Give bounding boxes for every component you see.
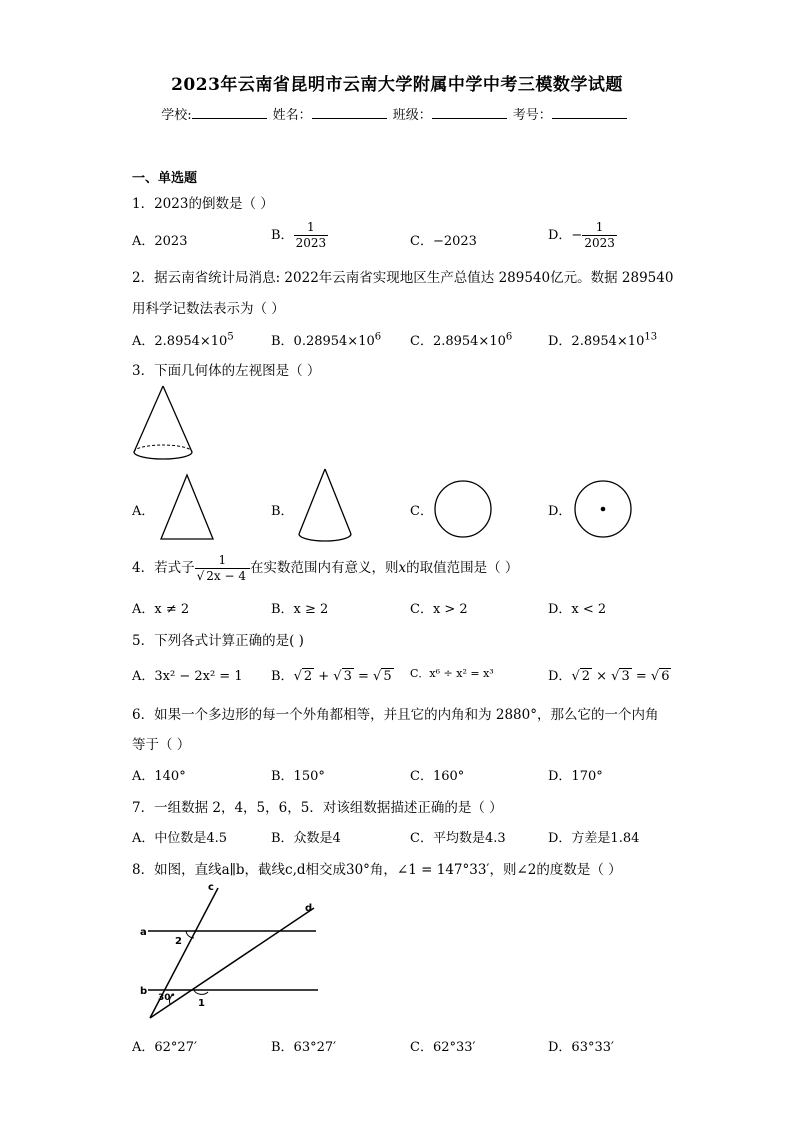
q7-option-b: B．众数是4 [271,831,341,846]
q4-option-c: C．x > 2 [410,602,468,617]
label-d: d [305,903,313,914]
q2-stem-line2: 用科学记数法表示为（ ） [132,301,285,317]
q5-b-prefix: B． [271,669,294,684]
q1-d-num: 1 [582,220,617,236]
q3-option-a-label: A． [132,504,155,519]
q5-b-r2: 3 [343,669,352,684]
q5-stem: 5．下列各式计算正确的是( ) [132,633,304,649]
q3-option-b-cone [294,466,356,548]
q2-a-base: A．2.8954×10 [132,334,228,349]
q3-option-d-circle-dot [572,478,634,540]
label-2: 2 [175,936,182,947]
q6-option-c: C．160° [410,769,465,784]
q5-option-a: A．3x² − 2x² = 1 [132,669,243,684]
q2-option-a [132,330,234,349]
number-label: 考号： [512,108,552,123]
q1-option-b [271,220,328,251]
q1-b-num: 1 [294,220,329,236]
q1-d-prefix: D．− [548,228,583,243]
label-a: a [140,927,147,938]
class-blank[interactable] [432,106,507,119]
q3-stem: 3．下面几何体的左视图是（ ） [132,363,321,379]
q1-option-c: C．−2023 [410,234,477,249]
number-blank[interactable] [552,106,627,119]
q4-stem-end: 的取值范围是（ ） [406,560,519,576]
q5-d-r1: 2 [581,669,591,684]
q8-option-a: A．62°27′ [132,1040,197,1055]
q1-stem: 1．2023的倒数是（ ） [132,196,274,212]
q8-option-b: B．63°27′ [271,1040,337,1055]
q1-option-a: A．2023 [132,234,188,249]
name-label: 姓名： [272,108,312,123]
q4-frac-num: 1 [195,553,250,569]
label-30: 30° [158,993,176,1003]
q2-b-exp: 6 [374,331,382,343]
q4-option-b: B．x ≥ 2 [271,602,329,617]
class-label: 班级： [392,108,432,123]
q5-d-prefix: D． [548,669,572,684]
q3-option-c-circle [432,478,494,540]
q7-option-a: A．中位数是4.5 [132,831,228,846]
q4-sqrt-sign: √ [196,569,205,583]
q2-d-base: D．2.8954×10 [548,334,645,349]
q4-frac-den: 2x − 4 [206,569,246,583]
q2-b-base: B．0.28954×10 [271,334,375,349]
q1-b-prefix: B． [271,228,294,243]
q7-stem: 7．一组数据 2，4，5，6，5．对该组数据描述正确的是（ ） [132,800,503,816]
q5-option-b: B．√ 2 + √ 3 = √ 5 [271,669,392,684]
q6-option-a: A．140° [132,769,186,784]
q5-b-r1: 2 [303,669,313,684]
student-info [0,104,794,123]
label-b: b [140,986,148,997]
name-blank[interactable] [312,106,387,119]
q4-option-d: D．x < 2 [548,602,607,617]
q2-option-c [410,330,512,349]
q2-c-exp: 6 [505,331,513,343]
label-1: 1 [198,998,205,1009]
q6-stem-line1: 6．如果一个多边形的每一个外角都相等，并且它的内角和为 2880°，那么它的一个内角 [132,707,659,723]
q7-option-d: D．方差是1.84 [548,831,640,846]
q1-option-d [548,220,617,251]
q3-option-b-label: B． [271,504,294,519]
q4-stem [132,553,518,584]
q4-stem-post: 在实数范围内有意义，则 [249,560,399,576]
q2-stem-line1: 2．据云南省统计局消息: 2022年云南省实现地区生产总值达 289540亿元。数据 289540 [132,270,674,286]
q6-stem-line2: 等于（ ） [132,737,191,753]
q1-d-den: 2023 [584,236,615,250]
q3-option-c-label: C． [410,504,433,519]
q5-option-c: C．x⁶ ÷ x² = x³ [410,667,494,680]
q8-option-c: C．62°33′ [410,1040,476,1055]
q2-option-d [548,330,657,349]
q2-option-b [271,330,381,349]
page-title: 2023年云南省昆明市云南大学附属中学中考三模数学试题 [171,75,623,95]
school-label: 学校: [161,108,192,123]
q8-figure [134,880,324,1025]
q5-b-r3: 5 [383,669,392,684]
q6-option-d: D．170° [548,769,603,784]
section-heading: 一、单选题 [132,171,198,186]
q3-cone-figure [128,382,200,464]
q2-a-exp: 5 [227,331,234,343]
q2-d-exp: 13 [644,331,658,343]
q5-d-r2: 3 [621,669,630,684]
q4-option-a: A．x ≠ 2 [132,602,190,617]
q7-option-c: C．平均数是4.3 [410,831,506,846]
q8-stem: 8．如图，直线a∥b，截线c,d相交成30°角，∠1 = 147°33′，则∠2的度数是（ ） [132,862,622,878]
q3-option-a-triangle [158,472,218,544]
q5-d-r3: 6 [661,669,670,684]
q8-option-d: D．63°33′ [548,1040,614,1055]
q4-stem-pre: 4．若式子 [132,560,195,576]
q2-c-base: C．2.8954×10 [410,334,506,349]
label-c: c [208,882,214,893]
school-blank[interactable] [192,106,267,119]
q1-b-den: 2023 [295,236,327,250]
q5-option-d: D．√ 2 × √ 3 = √ 6 [548,669,670,684]
q6-option-b: B．150° [271,769,325,784]
q3-option-d-label: D． [548,504,572,519]
q4-var: x [398,560,407,576]
